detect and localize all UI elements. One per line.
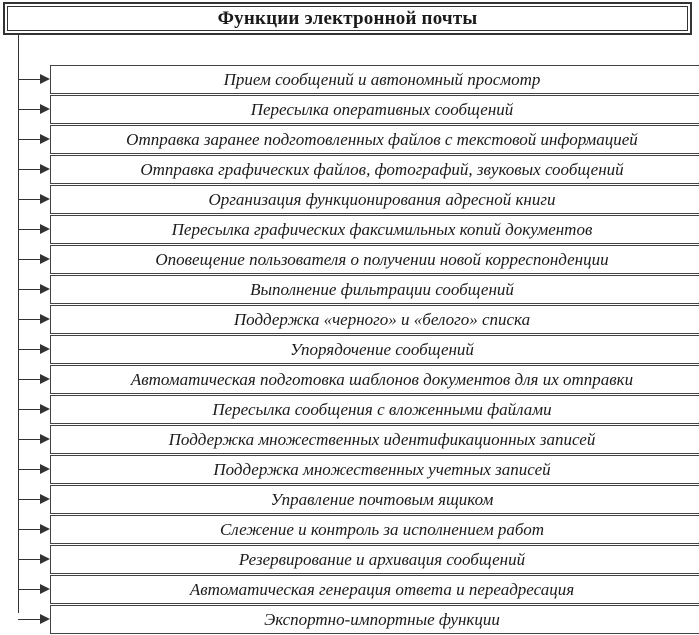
arrow-head-icon: [40, 524, 50, 534]
function-box: Прием сообщений и автономный просмотр: [50, 65, 699, 94]
arrow-head-icon: [40, 404, 50, 414]
arrow-head-icon: [40, 104, 50, 114]
connector-line: [18, 259, 40, 260]
connector-line: [18, 379, 40, 380]
arrow-head-icon: [40, 434, 50, 444]
arrow-head-icon: [40, 164, 50, 174]
function-box: Поддержка множественных идентификационных записей: [50, 425, 699, 454]
function-row: [18, 545, 695, 574]
connector-line: [18, 409, 40, 410]
function-row: [18, 335, 695, 364]
function-box: Упорядочение сообщений: [50, 335, 699, 364]
function-row: [18, 305, 695, 334]
function-row: [18, 185, 695, 214]
function-row: [18, 95, 695, 124]
diagram-title: Функции электронной почты: [217, 7, 478, 29]
function-box: Пересылка сообщения с вложенными файлами: [50, 395, 699, 424]
function-row: [18, 65, 695, 94]
function-box: Слежение и контроль за исполнением работ: [50, 515, 699, 544]
connector-line: [18, 199, 40, 200]
arrow-head-icon: [40, 554, 50, 564]
function-box: Управление почтовым ящиком: [50, 485, 699, 514]
arrow-head-icon: [40, 194, 50, 204]
function-box: Отправка заранее подготовленных файлов с текстовой информацией: [50, 125, 699, 154]
function-box: Пересылка оперативных сообщений: [50, 95, 699, 124]
function-row: [18, 155, 695, 184]
function-row: [18, 575, 695, 604]
connector-line: [18, 499, 40, 500]
diagram-title-box: [3, 2, 692, 35]
function-row: [18, 365, 695, 394]
connector-line: [18, 139, 40, 140]
arrow-head-icon: [40, 374, 50, 384]
function-row: [18, 215, 695, 244]
function-box: Экспортно-импортные функции: [50, 605, 699, 634]
function-row: [18, 605, 695, 634]
connector-line: [18, 109, 40, 110]
function-box: Поддержка множественных учетных записей: [50, 455, 699, 484]
connector-line: [18, 559, 40, 560]
connector-line: [18, 289, 40, 290]
arrow-head-icon: [40, 344, 50, 354]
arrow-head-icon: [40, 254, 50, 264]
connector-line: [18, 439, 40, 440]
arrow-head-icon: [40, 494, 50, 504]
arrow-head-icon: [40, 284, 50, 294]
arrow-head-icon: [40, 584, 50, 594]
function-box: Отправка графических файлов, фотографий, звуковых сообщений: [50, 155, 699, 184]
arrow-head-icon: [40, 74, 50, 84]
function-row: [18, 245, 695, 274]
function-box: Организация функционирования адресной книги: [50, 185, 699, 214]
function-box: Автоматическая генерация ответа и переадресация: [50, 575, 699, 604]
arrow-head-icon: [40, 464, 50, 474]
connector-line: [18, 529, 40, 530]
function-row: [18, 455, 695, 484]
connector-line: [18, 469, 40, 470]
function-box: Выполнение фильтрации сообщений: [50, 275, 699, 304]
function-box: Поддержка «черного» и «белого» списка: [50, 305, 699, 334]
function-row: [18, 275, 695, 304]
connector-line: [18, 589, 40, 590]
connector-line: [18, 349, 40, 350]
arrow-head-icon: [40, 614, 50, 624]
function-row: [18, 125, 695, 154]
connector-line: [18, 169, 40, 170]
function-row: [18, 515, 695, 544]
function-box: Оповещение пользователя о получении новой корреспонденции: [50, 245, 699, 274]
function-row: [18, 395, 695, 424]
connector-line: [18, 319, 40, 320]
function-box: Пересылка графических факсимильных копий документов: [50, 215, 699, 244]
function-box: Автоматическая подготовка шаблонов документов для их отправки: [50, 365, 699, 394]
arrow-head-icon: [40, 314, 50, 324]
connector-line: [18, 229, 40, 230]
function-box: Резервирование и архивация сообщений: [50, 545, 699, 574]
connector-line: [18, 619, 40, 620]
arrow-head-icon: [40, 134, 50, 144]
connector-line: [18, 79, 40, 80]
arrow-head-icon: [40, 224, 50, 234]
function-row: [18, 425, 695, 454]
function-row: [18, 485, 695, 514]
